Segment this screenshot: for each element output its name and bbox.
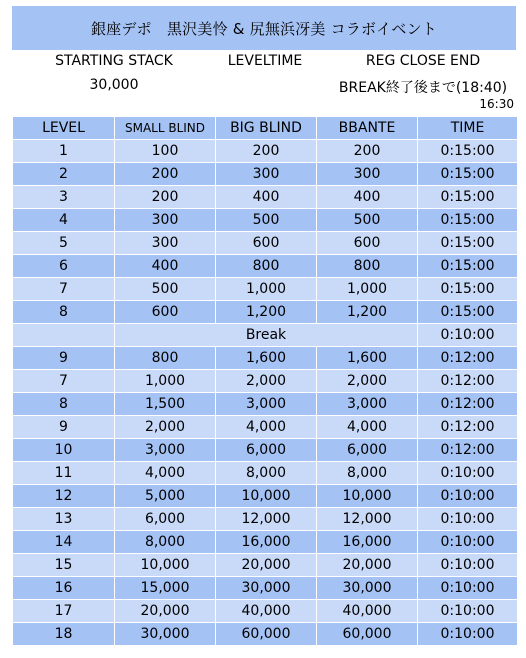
table-row [13,278,518,301]
table-row [13,232,518,255]
cell-level: 8 [13,393,115,416]
cell-level: 8 [13,301,115,324]
header-small-blind: SMALL BLIND [115,117,216,140]
cell-big-blind: 60,000 [216,623,317,646]
cell-small-blind: 20,000 [115,600,216,623]
cell-big-blind: 4,000 [216,416,317,439]
cell-big-blind: 200 [216,140,317,163]
cell-bbante: 3,000 [317,393,418,416]
cell-time: 0:10:00 [418,600,518,623]
table-row [13,347,518,370]
cell-small-blind: 600 [115,301,216,324]
cell-bbante: 60,000 [317,623,418,646]
header-level: LEVEL [13,117,115,140]
table-row [13,600,518,623]
cell-time: 0:10:00 [418,577,518,600]
cell-level: 17 [13,600,115,623]
cell-big-blind: 1,200 [216,301,317,324]
table-row [13,508,518,531]
cell-time: 0:10:00 [418,462,518,485]
cell-level: 5 [13,232,115,255]
cell-time: 0:10:00 [418,508,518,531]
cell-bbante: 4,000 [317,416,418,439]
cell-bbante: 300 [317,163,418,186]
cell-big-blind: 40,000 [216,600,317,623]
cell-time: 0:15:00 [418,140,518,163]
cell-big-blind: 600 [216,232,317,255]
cell-time: 0:15:00 [418,301,518,324]
cell-big-blind: 30,000 [216,577,317,600]
reg-close-value: BREAK終了後まで(18:40) [338,80,508,96]
leveltime-label: LEVELTIME [227,53,303,69]
starting-stack-label: STARTING STACK [55,53,173,69]
header-bbante: BBANTE [317,117,418,140]
cell-small-blind: 5,000 [115,485,216,508]
cell-small-blind: 500 [115,278,216,301]
cell-level: 1 [13,140,115,163]
cell-small-blind: 400 [115,255,216,278]
break-row [13,324,518,347]
cell-bbante: 2,000 [317,370,418,393]
cell-level: 3 [13,186,115,209]
cell-small-blind: 3,000 [115,439,216,462]
table-row [13,393,518,416]
cell-big-blind: 2,000 [216,370,317,393]
table-row [13,439,518,462]
table-row [13,485,518,508]
cell-level: 16 [13,577,115,600]
cell-bbante: 1,200 [317,301,418,324]
cell-small-blind: 2,000 [115,416,216,439]
cell-time: 0:10:00 [418,623,518,646]
cell-level: 18 [13,623,115,646]
table-row [13,577,518,600]
cell-big-blind: 800 [216,255,317,278]
cell-time: 0:15:00 [418,255,518,278]
cell-big-blind: 500 [216,209,317,232]
cell-time: 0:15:00 [418,209,518,232]
cell-bbante: 600 [317,232,418,255]
cell-level: 2 [13,163,115,186]
table-row [13,255,518,278]
cell-time: 0:12:00 [418,347,518,370]
table-row [13,301,518,324]
cell-level: 15 [13,554,115,577]
cell-small-blind: 200 [115,163,216,186]
cell-small-blind: 4,000 [115,462,216,485]
cell-level: 7 [13,278,115,301]
table-row [13,554,518,577]
reg-close-label: REG CLOSE END [365,53,481,69]
cell-small-blind: 800 [115,347,216,370]
table-row [13,623,518,646]
cell-big-blind: 10,000 [216,485,317,508]
cell-small-blind: 1,000 [115,370,216,393]
cell-time: 0:10:00 [418,324,518,347]
cell-level: 11 [13,462,115,485]
cell-bbante: 1,000 [317,278,418,301]
cell-time: 0:12:00 [418,439,518,462]
cell-bbante: 8,000 [317,462,418,485]
cell-big-blind: 1,000 [216,278,317,301]
cell-bbante: 20,000 [317,554,418,577]
table-row [13,163,518,186]
cell-small-blind: 300 [115,232,216,255]
cell-level: 13 [13,508,115,531]
cell-bbante: 800 [317,255,418,278]
starting-stack-value: 30,000 [89,77,139,93]
cell-time: 0:12:00 [418,370,518,393]
cell-time: 0:10:00 [418,531,518,554]
cell-level: 12 [13,485,115,508]
table-row [13,209,518,232]
cell-time: 0:12:00 [418,393,518,416]
cell-small-blind: 6,000 [115,508,216,531]
end-time: 16:30 [479,97,514,111]
cell-big-blind: 1,600 [216,347,317,370]
cell-time: 0:10:00 [418,554,518,577]
cell-big-blind: 3,000 [216,393,317,416]
event-title: 銀座デポ 黒沢美怜 & 尻無浜冴美 コラボイベント [12,6,516,50]
cell-time: 0:10:00 [418,485,518,508]
cell-bbante: 10,000 [317,485,418,508]
cell-small-blind: 30,000 [115,623,216,646]
cell-time: 0:15:00 [418,232,518,255]
cell-level: 4 [13,209,115,232]
cell-big-blind: 400 [216,186,317,209]
table-row [13,186,518,209]
cell-big-blind: 8,000 [216,462,317,485]
break-label: Break [115,324,418,347]
cell-small-blind: 300 [115,209,216,232]
cell-level: 9 [13,347,115,370]
cell-bbante: 500 [317,209,418,232]
break-cell [13,324,115,347]
cell-time: 0:15:00 [418,186,518,209]
header-big-blind: BIG BLIND [216,117,317,140]
cell-bbante: 16,000 [317,531,418,554]
cell-level: 9 [13,416,115,439]
cell-small-blind: 8,000 [115,531,216,554]
cell-small-blind: 15,000 [115,577,216,600]
cell-level: 6 [13,255,115,278]
table-row [13,462,518,485]
cell-small-blind: 10,000 [115,554,216,577]
cell-big-blind: 300 [216,163,317,186]
cell-small-blind: 200 [115,186,216,209]
table-row [13,416,518,439]
cell-level: 7 [13,370,115,393]
cell-bbante: 400 [317,186,418,209]
cell-time: 0:12:00 [418,416,518,439]
cell-bbante: 200 [317,140,418,163]
cell-time: 0:15:00 [418,163,518,186]
cell-big-blind: 20,000 [216,554,317,577]
table-row [13,140,518,163]
cell-level: 10 [13,439,115,462]
cell-bbante: 30,000 [317,577,418,600]
cell-bbante: 12,000 [317,508,418,531]
cell-small-blind: 100 [115,140,216,163]
cell-time: 0:15:00 [418,278,518,301]
blind-structure-table [12,116,518,646]
header-time: TIME [418,117,518,140]
cell-small-blind: 1,500 [115,393,216,416]
cell-big-blind: 16,000 [216,531,317,554]
cell-bbante: 40,000 [317,600,418,623]
cell-big-blind: 12,000 [216,508,317,531]
cell-big-blind: 6,000 [216,439,317,462]
table-row [13,531,518,554]
cell-bbante: 6,000 [317,439,418,462]
table-header-row [13,117,518,140]
table-row [13,370,518,393]
cell-level: 14 [13,531,115,554]
cell-bbante: 1,600 [317,347,418,370]
